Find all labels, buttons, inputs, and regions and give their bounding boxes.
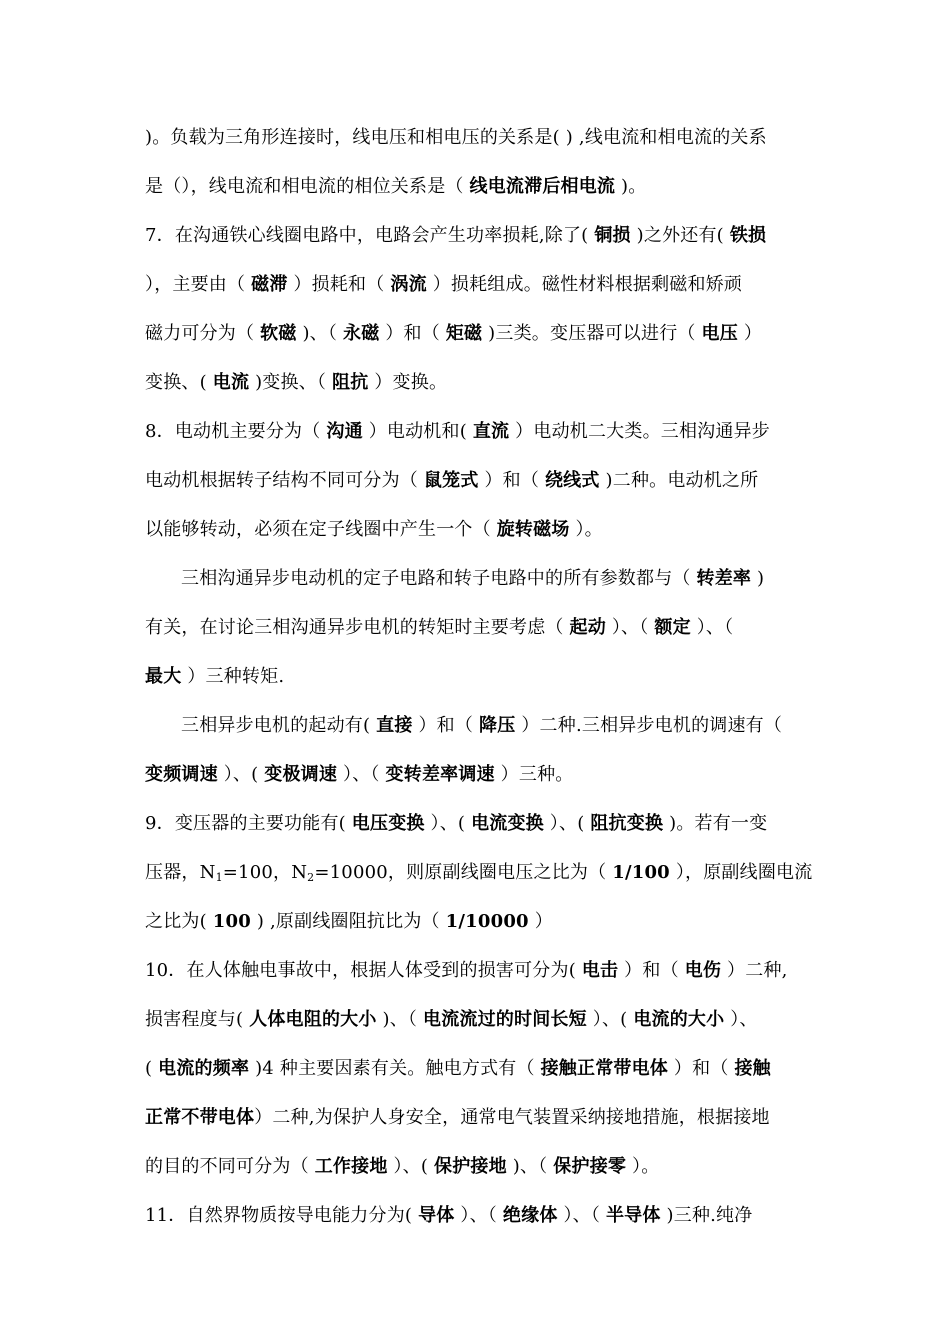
body-text: ）、 [724,1009,758,1030]
body-text: ）、（ [690,617,734,638]
answer-text: 直流 [472,421,510,442]
body-text: ），原副线圈电流 [669,862,813,883]
body-text: 以能够转动，必须在定子线圈中产生一个（ [145,519,497,540]
text-line [145,554,815,603]
body-text: 是（），线电流和相电流的相位关系是（ [145,176,470,197]
answer-text: 1/10000 [445,911,529,932]
body-text: ）。 [626,1156,660,1177]
body-text: )。 [615,176,647,197]
text-line [145,113,815,162]
text-line [145,750,815,799]
answer-text: 转差率 [696,568,752,589]
body-text: 有关，在讨论三相沟通异步电机的转矩时主要考虑（ [145,617,570,638]
text-line [145,848,815,897]
answer-text: 电流流过的时间长短 [423,1009,587,1030]
body-text: 10．在人体触电事故中，根据人体受到的损害可分为( [145,960,582,981]
answer-text: 直接 [376,715,413,736]
answer-text: 工作接地 [314,1156,388,1177]
answer-text: 降压 [479,715,516,736]
text-line [145,1044,815,1093]
answer-text: 线电流滞后相电流 [469,176,616,197]
body-text: ），主要由（ [145,274,252,295]
answer-text: 绝缘体 [502,1205,558,1226]
body-text: ）和（ [379,323,446,344]
answer-text: 电压 [701,323,738,344]
answer-text: 电击 [581,960,619,981]
body-text: ）和（ [668,1058,735,1079]
body-text: 9．变压器的主要功能有( [145,813,352,834]
body-text: ）损耗和（ [287,274,391,295]
body-text: ）、（ [605,617,655,638]
body-text: )变换、（ [249,372,333,393]
document-page [145,113,815,1240]
body-text: 三相异步电机的起动有( [181,715,377,736]
subscript: 2 [307,871,315,884]
answer-text: 最大 [145,666,182,687]
text-line [145,407,815,456]
body-text: ）、( [387,1156,435,1177]
text-line [145,995,815,1044]
answer-text: 半导体 [605,1205,661,1226]
answer-text: 100 [212,911,251,932]
body-text: 损害程度与( [145,1009,250,1030]
answer-text: 电流变换 [471,813,544,834]
body-text: ）二种, [721,960,788,981]
answer-text: 铁损 [729,225,767,246]
text-line [145,1093,815,1142]
answer-text: 接触正常带电体 [540,1058,669,1079]
body-text: )。负载为三角形连接时，线电压和相电压的关系是( ) ,线电流和相电流的关系 [145,127,767,148]
text-line [145,652,815,701]
body-text: 之比为( [145,911,213,932]
text-line [145,897,815,946]
text-line [145,162,815,211]
body-text: ）、( [217,764,265,785]
answer-text: 电流的频率 [158,1058,250,1079]
text-line [145,799,815,848]
body-text: )、（ [296,323,343,344]
body-text: )之外还有( [630,225,730,246]
answer-text: 沟通 [326,421,363,442]
body-text: )三类。变压器可以进行（ [482,323,702,344]
body-text: )。若有一变 [663,813,768,834]
body-text: ）损耗组成。磁性材料根据剩磁和矫顽 [426,274,743,295]
body-text: ）、（ [454,1205,503,1226]
body-text: ） [737,323,763,344]
text-line [145,946,815,995]
answer-text: 额定 [654,617,691,638]
body-text: ）、( [543,813,591,834]
answer-text: 旋转磁场 [496,519,570,540]
body-text: =100，N [222,862,308,883]
body-text: 11．自然界物质按导电能力分为( [145,1205,419,1226]
body-text: ） [528,911,553,932]
body-text: 的目的不同可分为（ [145,1156,315,1177]
body-text: ）、( [586,1009,634,1030]
body-text: ）、（ [337,764,386,785]
body-text: 压器，N [145,862,216,883]
body-text: ( [145,1058,159,1079]
answer-text: 电流 [212,372,250,393]
answer-text: 电伤 [684,960,722,981]
body-text: ) ,原副线圈阻抗比为（ [250,911,446,932]
subscript: 1 [215,871,223,884]
body-text: ）电动机和( [362,421,473,442]
answer-text: 永磁 [343,323,380,344]
body-text: 电动机根据转子结构不同可分为（ [145,470,424,491]
answer-text: 绕线式 [544,470,600,491]
body-text: ）二种.三相异步电机的调速有（ [515,715,783,736]
body-text: ）。 [569,519,603,540]
answer-text: 1/100 [612,862,670,883]
answer-text: 铜损 [594,225,631,246]
body-text: 7．在沟通铁心线圈电路中，电路会产生功率损耗,除了( [145,225,595,246]
body-text: =10000，则原副线圈电压之比为（ [314,862,613,883]
text-line [145,1191,815,1240]
answer-text: 正常不带电体 [145,1107,255,1128]
body-text: ）、（ [557,1205,606,1226]
body-text: )4 种主要因素有关。触电方式有（ [249,1058,541,1079]
body-text: ）变换。 [368,372,448,393]
answer-text: 人体电阻的大小 [249,1009,377,1030]
body-text: )二种。电动机之所 [599,470,759,491]
body-text: 8．电动机主要分为（ [145,421,327,442]
answer-text: 起动 [569,617,606,638]
text-line [145,211,815,260]
body-text: ）三种。 [494,764,574,785]
text-line [145,505,815,554]
body-text: ）和（ [412,715,480,736]
body-text: 三相沟通异步电动机的定子电路和转子电路中的所有参数都与（ [181,568,697,589]
text-line [145,358,815,407]
answer-text: 变转差率调速 [385,764,495,785]
text-line [145,456,815,505]
body-text: )、（ [506,1156,554,1177]
text-line [145,701,815,750]
body-text: ) [751,568,765,589]
answer-text: 鼠笼式 [423,470,479,491]
text-line [145,260,815,309]
answer-text: 变极调速 [264,764,338,785]
answer-text: 阻抗 [332,372,369,393]
answer-text: 电流的大小 [633,1009,725,1030]
body-text: ）、( [424,813,472,834]
answer-text: 变频调速 [145,764,218,785]
body-text: ）电动机二大类。三相沟通异步 [509,421,770,442]
body-text: ）和（ [478,470,545,491]
body-text: )、（ [376,1009,424,1030]
body-text: 变换、( [145,372,213,393]
answer-text: 磁滞 [251,274,288,295]
answer-text: 软磁 [260,323,297,344]
text-line [145,1142,815,1191]
answer-text: 阻抗变换 [590,813,664,834]
body-text: ）和（ [618,960,685,981]
answer-text: 保护接零 [553,1156,627,1177]
body-text: ）三种转矩. [181,666,285,687]
answer-text: 矩磁 [445,323,483,344]
answer-text: 导体 [418,1205,455,1226]
answer-text: 电压变换 [351,813,425,834]
body-text: )三种.纯净 [660,1205,753,1226]
answer-text: 涡流 [390,274,427,295]
text-line [145,603,815,652]
text-line [145,309,815,358]
answer-text: 接触 [734,1058,771,1079]
answer-text: 保护接地 [434,1156,507,1177]
body-text: ）二种,为保护人身安全，通常电气装置采纳接地措施，根据接地 [254,1107,770,1128]
body-text: 磁力可分为（ [145,323,261,344]
